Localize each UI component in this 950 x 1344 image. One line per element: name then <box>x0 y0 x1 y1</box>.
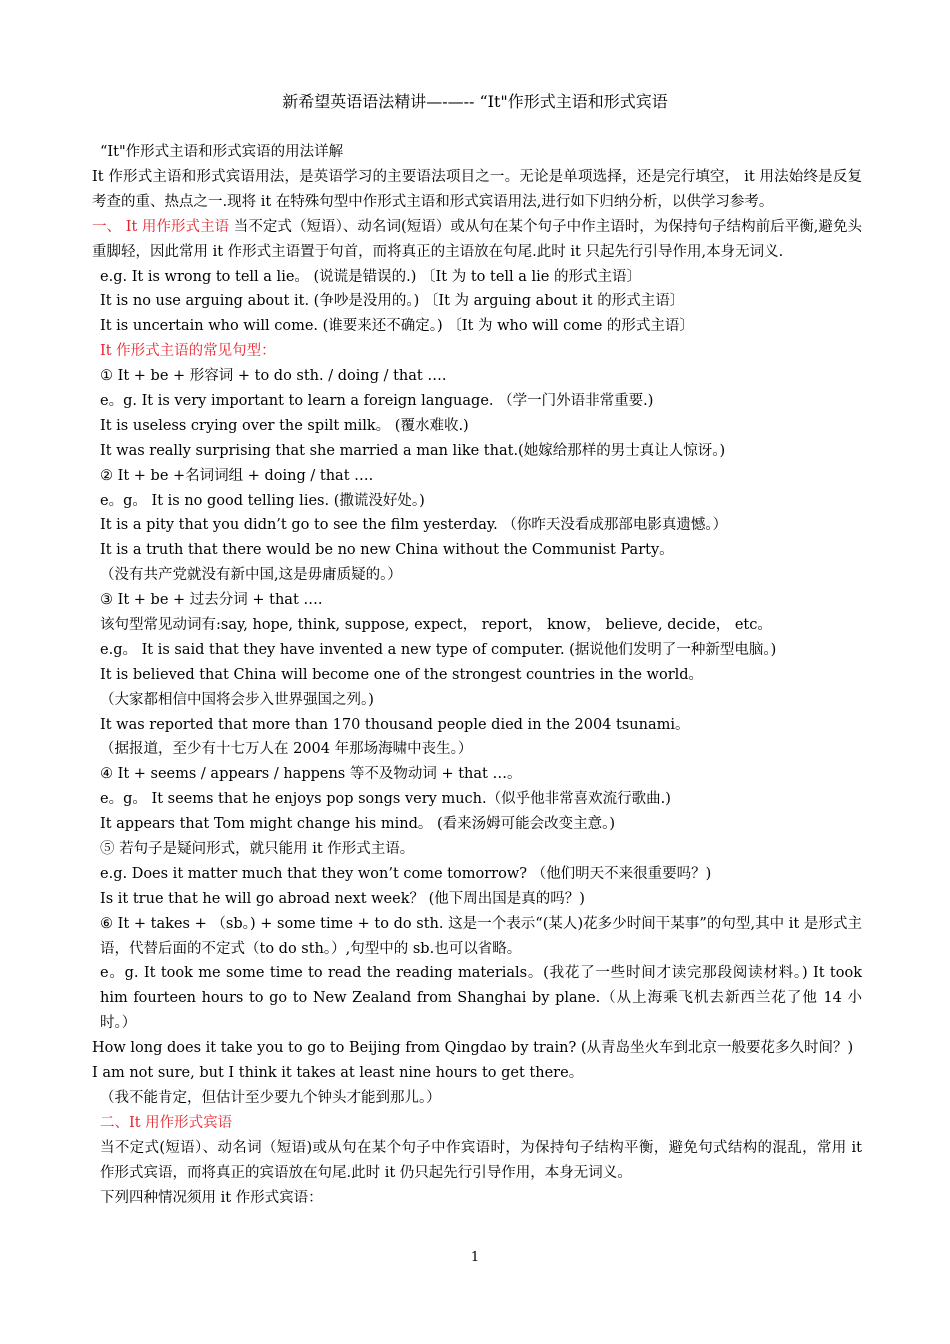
pattern-line: It was really surprising that she married a man like that.(她嫁给那样的男士真让人惊讶。) <box>100 442 726 459</box>
section-1-paragraph <box>92 215 862 265</box>
section-2-paragraph: 当不定式(短语）、动名词（短语)或从句在某个句子中作宾语时，为保持句子结构平衡，避免句式结构的混乱，常用 it 作形式宾语，而将真正的宾语放在句尾.此时 it 仍只起先行引导作用，本身无词义。 <box>100 1139 862 1181</box>
pattern-line: It is a pity that you didn’t go to see the film yesterday. （你昨天没看成那部电影真遗憾。） <box>100 517 728 534</box>
section-2-last-line: 下列四种情况须用 it 作形式宾语： <box>100 1189 323 1206</box>
section-1-label: 一、 It 用作形式主语 <box>92 218 230 235</box>
pattern-line: It is useless crying over the spilt milk。 (覆水难收.) <box>100 417 469 434</box>
pattern-line: ③ It + be + 过去分词 + that …. <box>100 592 323 609</box>
document-body <box>92 140 862 1210</box>
pattern-line: （没有共产党就没有新中国,这是毋庸质疑的。） <box>100 567 402 584</box>
pattern-line: ⑤ 若句子是疑问形式，就只能用 it 作形式主语。 <box>100 841 415 857</box>
pattern-line: How long does it take you to go to Beijing from Qingdao by train? (从青岛坐火车到北京一般要花多久时间？) <box>92 1040 854 1057</box>
pattern-line: ② It + be +名词词组 + doing / that …. <box>100 467 374 484</box>
pattern-line: It appears that Tom might change his mind。 (看来汤姆可能会改变主意。) <box>100 816 616 833</box>
pattern-line: ① It + be + 形容词 + to do sth. / doing / that …. <box>100 368 447 385</box>
section-heading: “It"作形式主语和形式宾语的用法详解 <box>100 144 344 160</box>
pattern-line: 该句型常见动词有:say, hope, think, suppose, expect， report， know， believe, decide， etc。 <box>100 616 772 633</box>
pattern-6-examples: e。g. It took me some time to read the reading materials。(我花了一些时间才读完那段阅读材料。) It took him fourteen hours to go to New Zealand from Shanghai by plane.（从上海乘飞机去新西兰花了他 14 小时。） <box>100 965 862 1032</box>
pattern-line: It is a truth that there would be no new China without the Communist Party。 <box>100 542 674 559</box>
example-line: e.g. It is wrong to tell a lie。 (说谎是错误的.) 〔It 为 to tell a lie 的形式主语〕 <box>100 268 642 285</box>
pattern-line: ④ It + seems / appears / happens 等不及物动词 + that …。 <box>100 766 522 783</box>
pattern-line: I am not sure, but I think it takes at least nine hours to get there。 <box>92 1065 584 1082</box>
pattern-line: （大家都相信中国将会步入世界强国之列。) <box>100 691 374 708</box>
pattern-line: It was reported that more than 170 thousand people died in the 2004 tsunami。 <box>100 716 690 733</box>
pattern-line: e。g. It is very important to learn a foreign language. （学一门外语非常重要.) <box>100 392 654 409</box>
pattern-line: e.g. Does it matter much that they won’t come tomorrow? （他们明天不来很重要吗？) <box>100 865 712 882</box>
pattern-line: （我不能肯定，但估计至少要九个钟头才能到那儿。） <box>100 1089 441 1106</box>
section-1-text: 当不定式（短语）、动名词(短语）或从句在某个句子中作主语时，为保持句子结构前后平衡,避免头重脚轻，因此常用 it 作形式主语置于句首，而将真正的主语放在句尾.此时 it 只起先行引导作用,本身无词义. <box>92 218 862 260</box>
intro-paragraph: It 作形式主语和形式宾语用法，是英语学习的主要语法项目之一。无论是单项选择，还是完行填空， it 用法始终是反复考查的重、热点之一.现将 it 在特殊句型中作形式主语和形式宾语用法,进行如下归纳分析，以供学习参考。 <box>92 168 862 210</box>
page-number: 1 <box>470 1250 480 1265</box>
page-title: 新希望英语语法精讲—-—-- “It"作形式主语和形式宾语 <box>282 92 668 111</box>
pattern-6-paragraph: ⑥ It + takes + （sb。) + some time + to do sth. 这是一个表示“(某人)花多少时间干某事”的句型,其中 it 是形式主语，代替后面的不定式（to do sth。）,句型中的 sb.也可以省略。 <box>100 915 862 957</box>
example-line: It is no use arguing about it. (争吵是没用的。) 〔It 为 arguing about it 的形式主语〕 <box>100 293 685 310</box>
pattern-line: e。g。 It is no good telling lies. (撒谎没好处。) <box>100 492 425 509</box>
pattern-line: Is it true that he will go abroad next week？ (他下周出国是真的吗？) <box>100 890 585 907</box>
pattern-line: e.g。 It is said that they have invented a new type of computer. (据说他们发明了一种新型电脑。) <box>100 641 777 658</box>
pattern-line: （据报道，至少有十七万人在 2004 年那场海啸中丧生。） <box>100 741 473 758</box>
pattern-line: It is believed that China will become one of the strongest countries in the world。 <box>100 666 704 683</box>
example-line: It is uncertain who will come. (谁要来还不确定。) 〔It 为 who will come 的形式主语〕 <box>100 318 694 335</box>
section-2-label: 二、It 用作形式宾语 <box>100 1114 233 1131</box>
patterns-heading: It 作形式主语的常见句型： <box>100 343 276 360</box>
pattern-line: e。g。 It seems that he enjoys pop songs very much.（似乎他非常喜欢流行歌曲.) <box>100 791 671 808</box>
